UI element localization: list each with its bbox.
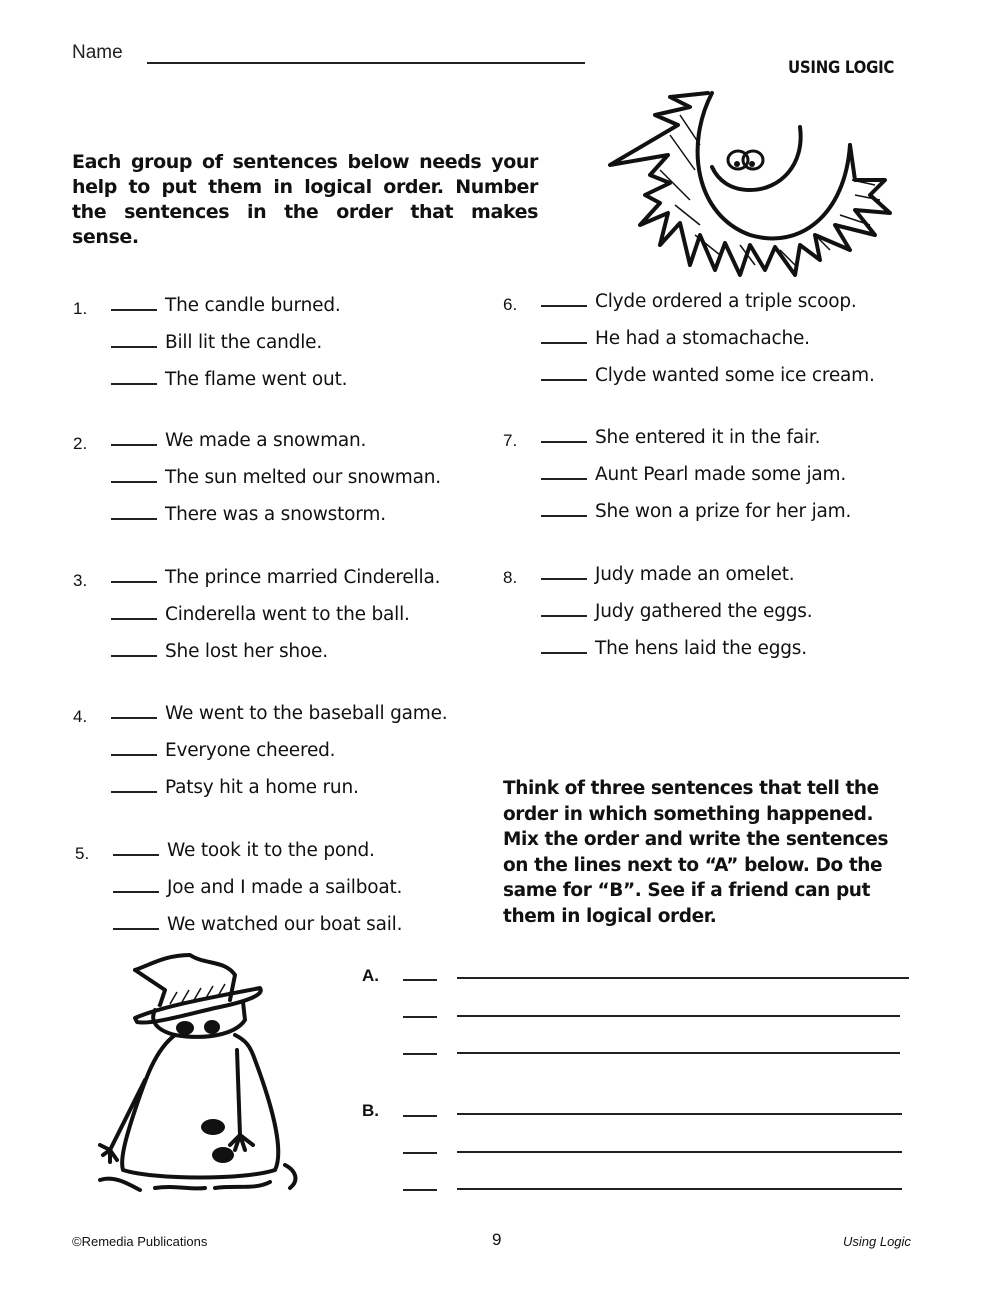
order-blank[interactable] xyxy=(541,464,587,480)
question-number: 1. xyxy=(73,299,88,318)
sentence: The flame went out. xyxy=(165,369,348,390)
sentence: She entered it in the fair. xyxy=(595,427,821,448)
order-blank[interactable] xyxy=(403,1152,437,1154)
order-blank[interactable] xyxy=(111,295,157,311)
order-blank[interactable] xyxy=(113,877,159,893)
sentence: We made a snowman. xyxy=(165,430,367,451)
question-group-6 xyxy=(503,291,923,401)
order-blank[interactable] xyxy=(403,1016,437,1018)
question-number: 2. xyxy=(73,434,88,453)
sentence: Everyone cheered. xyxy=(165,740,336,761)
question-number: 8. xyxy=(503,568,518,587)
order-blank[interactable] xyxy=(111,430,157,446)
copyright: ©Remedia Publications xyxy=(72,1234,208,1249)
answer-label-a: A. xyxy=(362,966,379,985)
sentence: Joe and I made a sailboat. xyxy=(167,877,403,898)
sentence: Clyde wanted some ice cream. xyxy=(595,365,875,386)
order-blank[interactable] xyxy=(111,604,157,620)
order-blank[interactable] xyxy=(541,328,587,344)
task-instructions: Think of three sentences that tell the order in which something happened. Mix the order and write the sentences on the lines next to “A” below. Do the same for “B”. See if a friend can put them in logical order. xyxy=(503,778,889,927)
order-blank[interactable] xyxy=(403,1115,437,1117)
order-blank[interactable] xyxy=(111,369,157,385)
sentence: There was a snowstorm. xyxy=(165,504,386,525)
order-blank[interactable] xyxy=(541,564,587,580)
sentence: The candle burned. xyxy=(165,295,341,316)
question-group-3 xyxy=(73,567,493,677)
question-number: 6. xyxy=(503,295,518,314)
order-blank[interactable] xyxy=(111,332,157,348)
sentence: Bill lit the candle. xyxy=(165,332,323,353)
page-number: 9 xyxy=(492,1230,502,1249)
page-title: USING LOGIC xyxy=(788,58,895,78)
sentence: The sun melted our snowman. xyxy=(165,467,441,488)
order-blank[interactable] xyxy=(111,467,157,483)
question-group-7 xyxy=(503,427,923,537)
answer-label-b: B. xyxy=(362,1101,379,1120)
answer-line[interactable] xyxy=(457,1188,902,1190)
order-blank[interactable] xyxy=(111,504,157,520)
order-blank[interactable] xyxy=(113,840,159,856)
answer-line[interactable] xyxy=(457,977,909,979)
question-number: 5. xyxy=(75,844,90,863)
order-blank[interactable] xyxy=(541,427,587,443)
question-number: 7. xyxy=(503,431,518,450)
answer-line[interactable] xyxy=(457,1151,902,1153)
order-blank[interactable] xyxy=(541,638,587,654)
sentence: Aunt Pearl made some jam. xyxy=(595,464,847,485)
sentence: Judy made an omelet. xyxy=(595,564,795,585)
question-group-5 xyxy=(75,840,495,950)
sentence: She won a prize for her jam. xyxy=(595,501,852,522)
answer-line[interactable] xyxy=(457,1015,900,1017)
question-group-1 xyxy=(73,295,493,405)
sentence: He had a stomachache. xyxy=(595,328,810,349)
footer-section-title: Using Logic xyxy=(843,1234,911,1249)
name-input-line[interactable] xyxy=(147,62,585,64)
sentence: Clyde ordered a triple scoop. xyxy=(595,291,857,312)
instructions: Each group of sentences below needs your help to put them in logical order. Number the sentences in the order that makes sense. xyxy=(72,151,538,248)
order-blank[interactable] xyxy=(111,740,157,756)
sentence: She lost her shoe. xyxy=(165,641,328,662)
order-blank[interactable] xyxy=(111,777,157,793)
sentence: We went to the baseball game. xyxy=(165,703,448,724)
sentence: We took it to the pond. xyxy=(167,840,375,861)
answer-line[interactable] xyxy=(457,1113,902,1115)
answer-line[interactable] xyxy=(457,1052,900,1054)
order-blank[interactable] xyxy=(541,501,587,517)
order-blank[interactable] xyxy=(403,1053,437,1055)
sentence: Judy gathered the eggs. xyxy=(595,601,813,622)
name-label: Name xyxy=(72,42,123,63)
order-blank[interactable] xyxy=(541,365,587,381)
order-blank[interactable] xyxy=(111,641,157,657)
question-number: 4. xyxy=(73,707,88,726)
question-number: 3. xyxy=(73,571,88,590)
question-group-4 xyxy=(73,703,493,813)
sun-face-icon xyxy=(600,85,930,280)
sentence: Cinderella went to the ball. xyxy=(165,604,410,625)
question-group-2 xyxy=(73,430,493,540)
order-blank[interactable] xyxy=(541,291,587,307)
sentence: Patsy hit a home run. xyxy=(165,777,359,798)
order-blank[interactable] xyxy=(403,1189,437,1191)
sentence: We watched our boat sail. xyxy=(167,914,403,935)
order-blank[interactable] xyxy=(403,979,437,981)
order-blank[interactable] xyxy=(113,914,159,930)
question-group-8 xyxy=(503,564,923,674)
melting-snowman-icon xyxy=(95,950,330,1200)
order-blank[interactable] xyxy=(541,601,587,617)
sentence: The prince married Cinderella. xyxy=(165,567,441,588)
sentence: The hens laid the eggs. xyxy=(595,638,807,659)
order-blank[interactable] xyxy=(111,567,157,583)
order-blank[interactable] xyxy=(111,703,157,719)
